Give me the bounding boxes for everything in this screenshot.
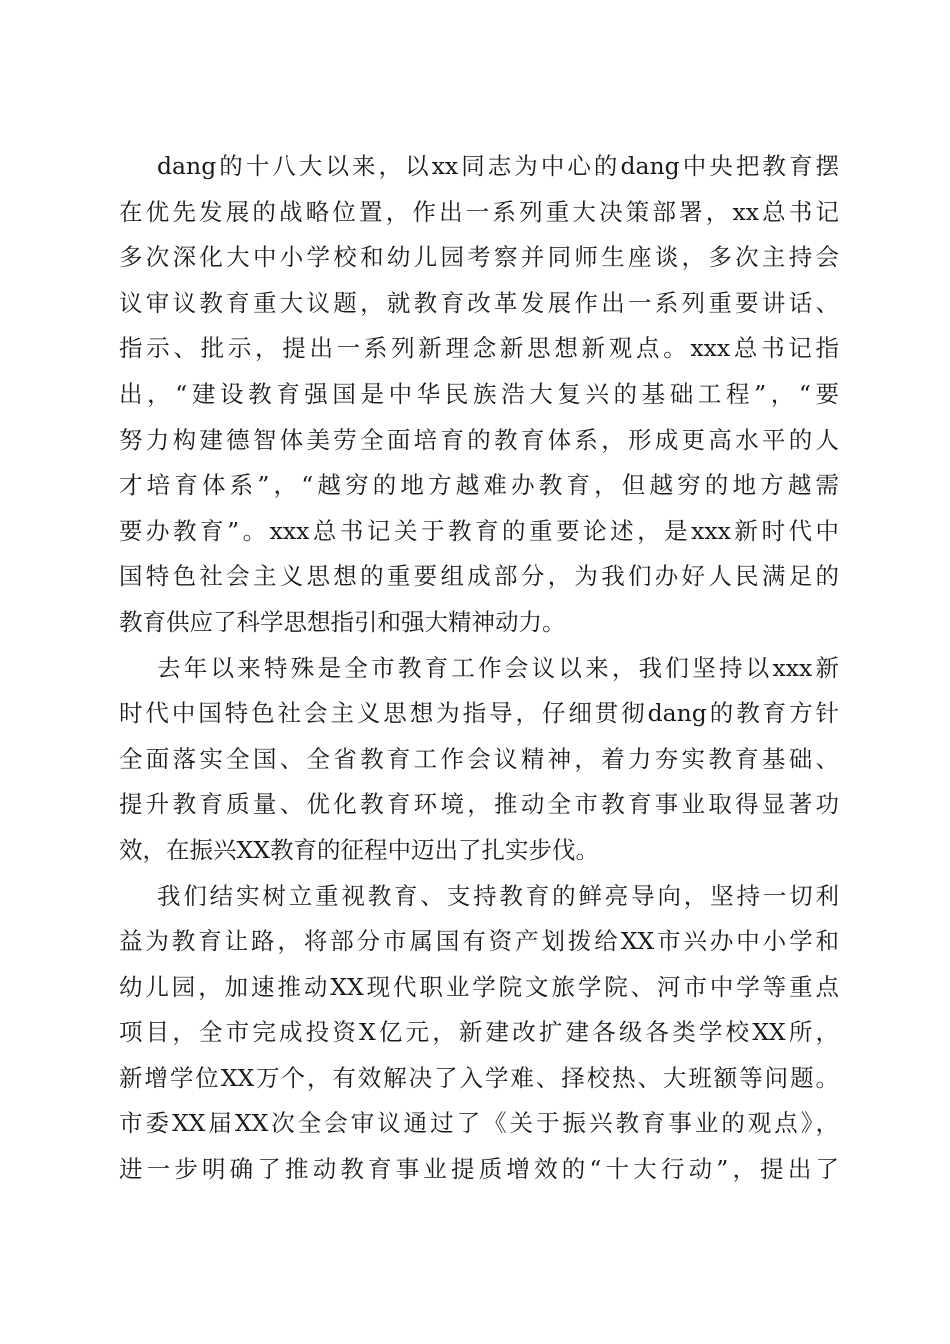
document-body [119, 144, 839, 1193]
paragraph-1-line-1: dang的十八大以来，以xx同志为中心的dang中央把教育摆 [157, 152, 839, 180]
paragraph-3-line-3: 幼儿园，加速推动XX现代职业学院文旅学院、河市中学等重点 [119, 972, 839, 1001]
paragraph-1-line-4: 议审议教育重大议题，就教育改革发展作出一系列重要讲话、 [119, 288, 839, 317]
paragraph-1-line-9: 要办教育”。xxx总书记关于教育的重要论述，是xxx新时代中 [119, 516, 839, 545]
paragraph-2-line-1: 去年以来特殊是全市教育工作会议以来，我们坚持以xxx新 [157, 653, 839, 682]
paragraph-1-line-3: 多次深化大中小学校和幼儿园考察并同师生座谈，多次主持会 [119, 243, 839, 272]
paragraph-1-line-11: 教育供应了科学思想指引和强大精神动力。 [119, 607, 566, 636]
paragraph-1-line-10: 国特色社会主义思想的重要组成部分，为我们办好人民满足的 [119, 562, 839, 591]
paragraph-3-line-7: 进一步明确了推动教育事业提质增效的“十大行动”，提出了 [119, 1155, 839, 1184]
paragraph-3-line-5: 新增学位XX万个，有效解决了入学难、择校热、大班额等问题。 [119, 1063, 839, 1092]
paragraph-3-line-2: 益为教育让路，将部分市属国有资产划拨给XX市兴办中小学和 [119, 927, 839, 956]
paragraph-3-line-4: 项目，全市完成投资X亿元，新建改扩建各级各类学校XX所， [119, 1018, 839, 1047]
paragraph-2-line-3: 全面落实全国、全省教育工作会议精神，着力夯实教育基础、 [119, 744, 839, 773]
paragraph-1-line-6: 出，“建设教育强国是中华民族浩大复兴的基础工程”，“要 [119, 379, 839, 408]
paragraph-1-line-8: 才培育体系”，“越穷的地方越难办教育，但越穷的地方越需 [119, 471, 839, 500]
paragraph-3-line-6: 市委XX届XX次全会审议通过了《关于振兴教育事业的观点》， [119, 1109, 839, 1138]
paragraph-3-line-1: 我们结实树立重视教育、支持教育的鲜亮导向，坚持一切利 [157, 881, 839, 910]
paragraph-2-line-2: 时代中国特色社会主义思想为指导，仔细贯彻dang的教育方针 [119, 699, 839, 728]
paragraph-1-line-2: 在优先发展的战略位置，作出一系列重大决策部署，xx总书记 [119, 197, 839, 226]
paragraph-2-line-5: 效，在振兴XX教育的征程中迈出了扎实步伐。 [119, 835, 599, 864]
paragraph-1-line-7: 努力构建德智体美劳全面培育的教育体系，形成更高水平的人 [119, 425, 839, 454]
paragraph-2-line-4: 提升教育质量、优化教育环境，推动全市教育事业取得显著功 [119, 790, 839, 819]
paragraph-1-line-5: 指示、批示，提出一系列新理念新思想新观点。xxx总书记指 [119, 334, 839, 363]
